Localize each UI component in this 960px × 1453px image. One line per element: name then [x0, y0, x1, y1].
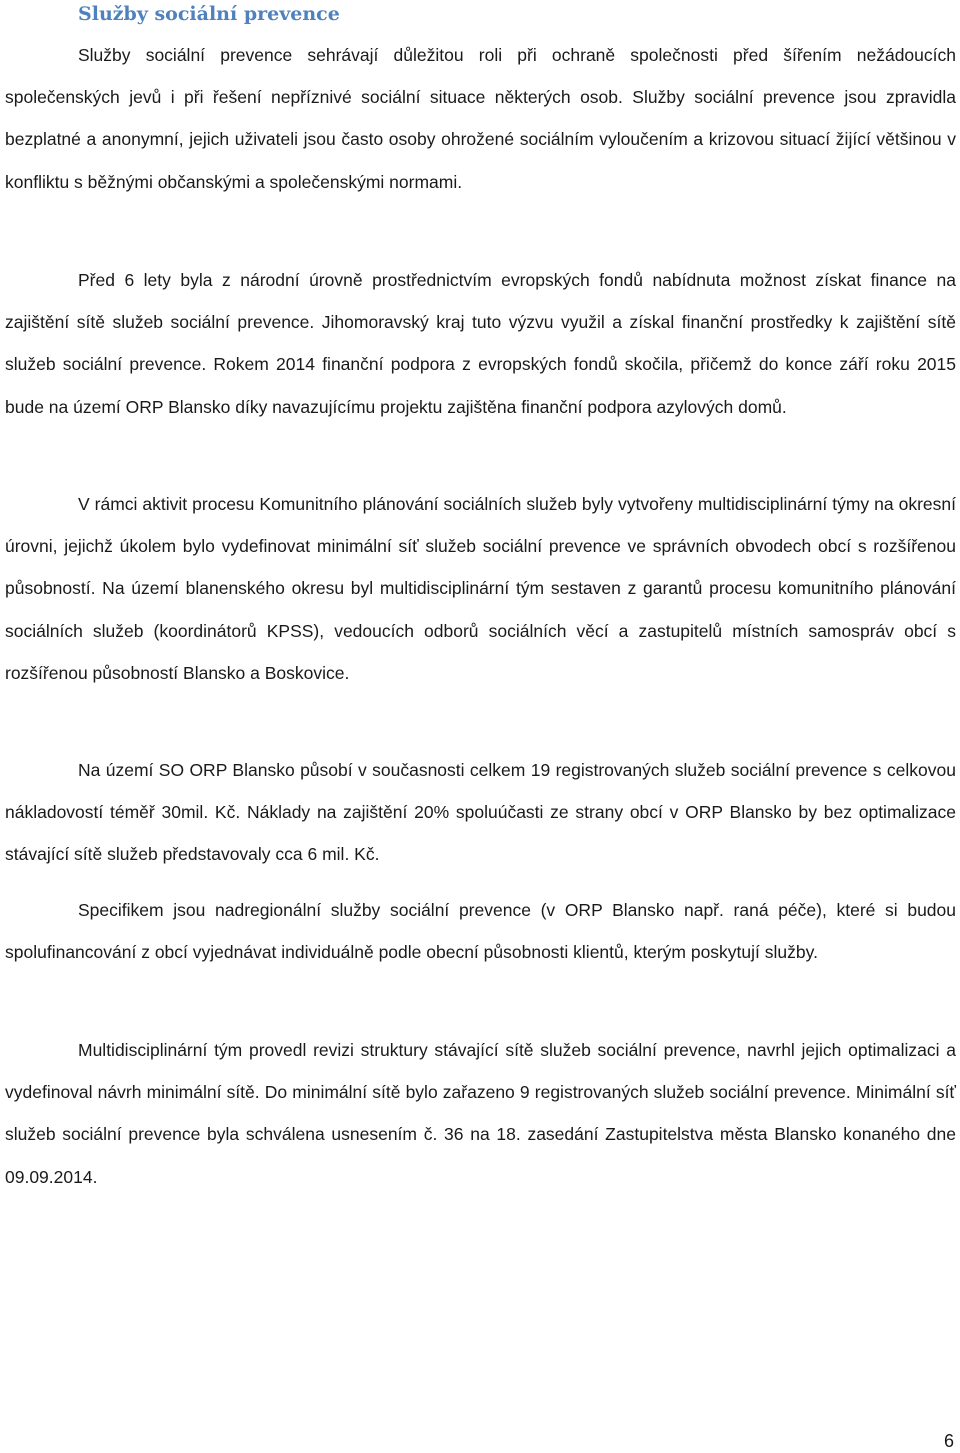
paragraph-funding: Před 6 lety byla z národní úrovně prostřednictvím evropských fondů nabídnuta možnost získat finance na zajištění sítě služeb sociální prevence. Jihomoravský kraj tuto výzvu využil a získal finanční prostředky k zajištění sítě služeb sociální prevence. Rokem 2014 finanční podpora z evropských fondů skočila, přičemž do konce září roku 2015 bude na území ORP Blansko díky navazujícímu projektu zajištěna finanční podpora azylových domů.	[5, 270, 956, 417]
paragraph-supraregional: Specifikem jsou nadregionální služby sociální prevence (v ORP Blansko např. raná péče), které si budou spolufinancování z obcí vyjednávat individuálně podle obecní působnosti klientů, kterým poskytují služby.	[5, 900, 956, 963]
section-heading: Služby sociální prevence	[78, 3, 340, 25]
paragraph-intro: Služby sociální prevence sehrávají důležitou roli při ochraně společnosti před šířením nežádoucích společenských jevů i při řešení nepříznivé sociální situace některých osob. Služby sociální prevence jsou zpravidla bezplatné a anonymní, jejich uživateli jsou často osoby ohrožené sociálním vyloučením a krizovou situací žijící většinou v konfliktu s běžnými občanskými a společenskými normami.	[5, 45, 956, 192]
paragraph-minimal-network: Multidisciplinární tým provedl revizi struktury stávající sítě služeb sociální prevence, navrhl jejich optimalizaci a vydefinoval návrh minimální sítě. Do minimální sítě bylo zařazeno 9 registrovaných služeb sociální prevence. Minimální síť služeb sociální prevence byla schválena usnesením č. 36 na 18. zasedání Zastupitelstva města Blansko konaného dne 09.09.2014.	[5, 1040, 956, 1187]
page-number: 6	[943, 1431, 954, 1451]
paragraph-costs: Na území SO ORP Blansko působí v současnosti celkem 19 registrovaných služeb sociální prevence s celkovou nákladovostí téměř 30mil. Kč. Náklady na zajištění 20% spoluúčasti ze strany obcí v ORP Blansko by bez optimalizace stávající sítě služeb představovaly cca 6 mil. Kč.	[5, 760, 956, 865]
paragraph-planning: V rámci aktivit procesu Komunitního plánování sociálních služeb byly vytvořeny multidisciplinární týmy na okresní úrovni, jejichž úkolem bylo vydefinovat minimální síť služeb sociální prevence ve správních obvodech obcí s rozšířenou působností. Na území blanenského okresu byl multidisciplinární tým sestaven z garantů procesu komunitního plánování sociálních služeb (koordinátorů KPSS), vedoucích odborů sociálních věcí a zastupitelů místních samospráv obcí s rozšířenou působností Blansko a Boskovice.	[5, 494, 956, 683]
